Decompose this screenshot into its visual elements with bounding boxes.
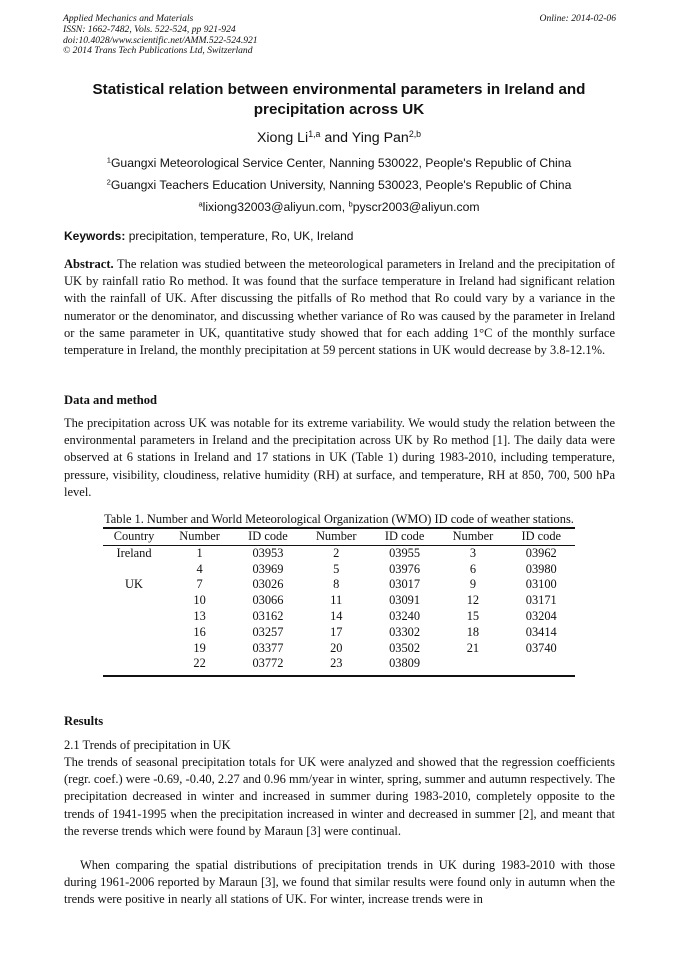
email-a[interactable]: lixiong32003@aliyun.com,	[202, 200, 349, 214]
table-cell: 03969	[252, 561, 284, 576]
table-cell	[103, 609, 165, 625]
table-cell	[508, 656, 575, 676]
table-cell: 03953	[252, 545, 284, 560]
table-row	[103, 625, 575, 641]
table-cell: 7	[196, 577, 203, 592]
email-b[interactable]: pyscr2003@aliyun.com	[352, 200, 480, 214]
author-2: Ying Pan	[351, 130, 409, 146]
table-cell: 03414	[525, 624, 557, 639]
affiliation-2-text: Guangxi Teachers Education University, Nanning 530023, People's Republic of China	[110, 178, 572, 192]
title-line-1: Statistical relation between environmental parameters in Ireland and	[92, 81, 586, 98]
results-paragraph-1: The trends of seasonal precipitation totals for UK were analyzed and showed that the regression coefficients (regr. coef.) were -0.69, -0.40, 2.27 and 0.96 mm/year in winter, spring, summer and autumn respectively. The precipitation decreased in winter and increased in summer during 1983-2010, completely opposite to the trends of 1941-1995 when the precipitation increased in winter and decreased in summer [2], and meant that the reverse trends which were found by Maraun [3] were continual.	[64, 755, 615, 838]
abstract-text: The relation was studied between the meteorological parameters in Ireland and the precipitation of UK by rainfall ratio Ro method. It was found that the surface temperature in Ireland had significant relation with the rainfall of UK. After discussing the pitfalls of Ro method that Ro could vary by a variance in the numerator or the denominator, and discussing whether variance of Ro was caused by the parameter in Ireland or the same parameter in UK, quantitative study showed that for each adding 1°C of the monthly surface temperature in Ireland, the monthly precipitation at 59 percent stations in UK would decrease by 3.8-12.1%.	[64, 257, 615, 358]
journal-name: Applied Mechanics and Materials	[63, 13, 194, 24]
section-heading-results: Results	[64, 714, 104, 728]
table-cell: 03772	[234, 656, 301, 676]
table-header-cell: Number	[438, 528, 507, 545]
table-cell: 20	[330, 640, 343, 655]
table-cell: 03204	[525, 608, 557, 623]
table-cell: 03100	[525, 577, 557, 592]
copyright-line: © 2014 Trans Tech Publications Ltd, Switzerland	[63, 45, 253, 57]
table-cell: 03740	[525, 640, 557, 655]
affiliation-1-mark: 1	[106, 155, 111, 165]
table-header-cell: Country	[103, 528, 165, 545]
table-cell: 03171	[525, 593, 557, 608]
table-cell: 16	[193, 624, 206, 639]
affiliation-2	[60, 178, 618, 192]
table-cell: 03162	[252, 608, 284, 623]
table-cell: 11	[330, 593, 343, 608]
table-cell	[103, 593, 165, 609]
author-1-affil: 1,a	[308, 128, 321, 139]
table-row	[103, 577, 575, 593]
keywords	[64, 229, 616, 243]
author-emails	[60, 200, 618, 214]
subsection-heading-trends: 2.1 Trends of precipitation in UK	[64, 738, 231, 752]
table-cell: 03240	[389, 608, 421, 623]
author-list	[60, 130, 618, 146]
online-date: Online: 2014-02-06	[539, 13, 616, 24]
table-cell: 03809	[371, 656, 438, 676]
table-row	[103, 656, 575, 676]
table-cell: 3	[469, 545, 477, 560]
doi-line: doi:10.4028/www.scientific.net/AMM.522-524.921	[63, 34, 258, 46]
table-cell: 21	[466, 640, 480, 655]
affiliation-1-text: Guangxi Meteorological Service Center, Nanning 530022, People's Republic of China	[110, 156, 572, 170]
table-cell: 03302	[389, 624, 421, 639]
table-cell: 14	[330, 608, 343, 623]
table-cell	[103, 625, 165, 641]
table-cell: 03377	[252, 640, 284, 655]
table-cell	[103, 641, 165, 657]
table-header-cell: Number	[165, 528, 234, 545]
table-cell: 03017	[389, 577, 421, 592]
section-heading-data-method: Data and method	[64, 393, 158, 407]
results-paragraph-2: When comparing the spatial distributions of precipitation trends in UK during 1983-2010 with those during 1961-2006 reported by Maraun [3], we found that similar results were found only in autumn when the trends were positive in nearly all stations of UK. For winter, increase trends were in	[64, 858, 615, 907]
abstract	[64, 256, 615, 359]
table-cell: 03066	[252, 593, 284, 608]
table-cell: 19	[193, 640, 206, 655]
table-header-cell: ID code	[234, 528, 301, 545]
data-method-paragraph: The precipitation across UK was notable for its extreme variability. We would study the relation between the environmental parameters in Ireland and the precipitation across UK by Ro method [1]. The daily data were observed at 6 stations in Ireland and 17 stations in UK (Table 1) during 1983-2010, including temperature, pressure, visibility, cloudiness, relative humidity (RH) at surface, and temperature, RH at 850, 700, 500 hPa level.	[64, 416, 615, 499]
table-cell: 03962	[525, 545, 557, 560]
table-cell: 12	[466, 593, 480, 608]
table-cell: 10	[193, 593, 206, 608]
table-cell: 5	[333, 561, 340, 576]
table-header-cell: ID code	[508, 528, 575, 545]
table-row	[103, 562, 575, 578]
table-caption: Table 1. Number and World Meteorological Organization (WMO) ID code of weather stations.	[104, 512, 574, 526]
email-b-mark: b	[348, 199, 353, 209]
author-2-affil: 2,b	[408, 128, 422, 139]
table-row	[103, 593, 575, 609]
table-cell: UK	[125, 577, 143, 592]
stations-table	[103, 527, 575, 677]
keywords-text: precipitation, temperature, Ro, UK, Ireland	[125, 229, 354, 243]
table-row	[103, 545, 575, 561]
table-cell: 03091	[389, 593, 421, 608]
table-cell: 18	[466, 624, 480, 639]
table-cell: 17	[330, 624, 343, 639]
table-header-row	[103, 528, 575, 545]
table-cell: 03976	[389, 561, 421, 576]
affiliation-1	[60, 156, 618, 170]
table-cell: 23	[302, 656, 371, 676]
email-a-mark: a	[198, 199, 203, 209]
table-cell: Ireland	[116, 545, 152, 560]
title-line-2: precipitation across UK	[253, 101, 425, 118]
table-cell	[438, 656, 507, 676]
table-cell: 6	[469, 561, 477, 576]
table-row	[103, 641, 575, 657]
table-cell: 15	[466, 608, 480, 623]
table-header-cell: ID code	[371, 528, 438, 545]
table-header-cell: Number	[302, 528, 371, 545]
table-cell: 22	[165, 656, 234, 676]
paper-title	[60, 80, 618, 120]
table-cell: 03026	[252, 577, 284, 592]
table-cell: 03257	[252, 624, 284, 639]
author-1: Xiong Li	[256, 130, 309, 146]
keywords-label: Keywords:	[64, 229, 126, 243]
author-conjunction: and	[320, 130, 352, 146]
table-row	[103, 609, 575, 625]
journal-header	[63, 14, 616, 57]
table-cell: 03980	[525, 561, 557, 576]
affiliation-2-mark: 2	[106, 177, 111, 187]
table-cell	[103, 562, 165, 578]
table-cell: 13	[193, 608, 206, 623]
table-cell: 03955	[389, 545, 421, 560]
table-cell	[103, 656, 165, 676]
table-cell: 2	[333, 545, 340, 560]
issn-line: ISSN: 1662-7482, Vols. 522-524, pp 921-924	[63, 23, 236, 35]
abstract-label: Abstract.	[64, 257, 114, 271]
table-cell: 03502	[389, 640, 421, 655]
table-cell: 1	[196, 545, 203, 560]
table-cell: 8	[333, 577, 340, 592]
table-cell: 4	[196, 561, 203, 576]
table-cell: 9	[469, 577, 477, 592]
